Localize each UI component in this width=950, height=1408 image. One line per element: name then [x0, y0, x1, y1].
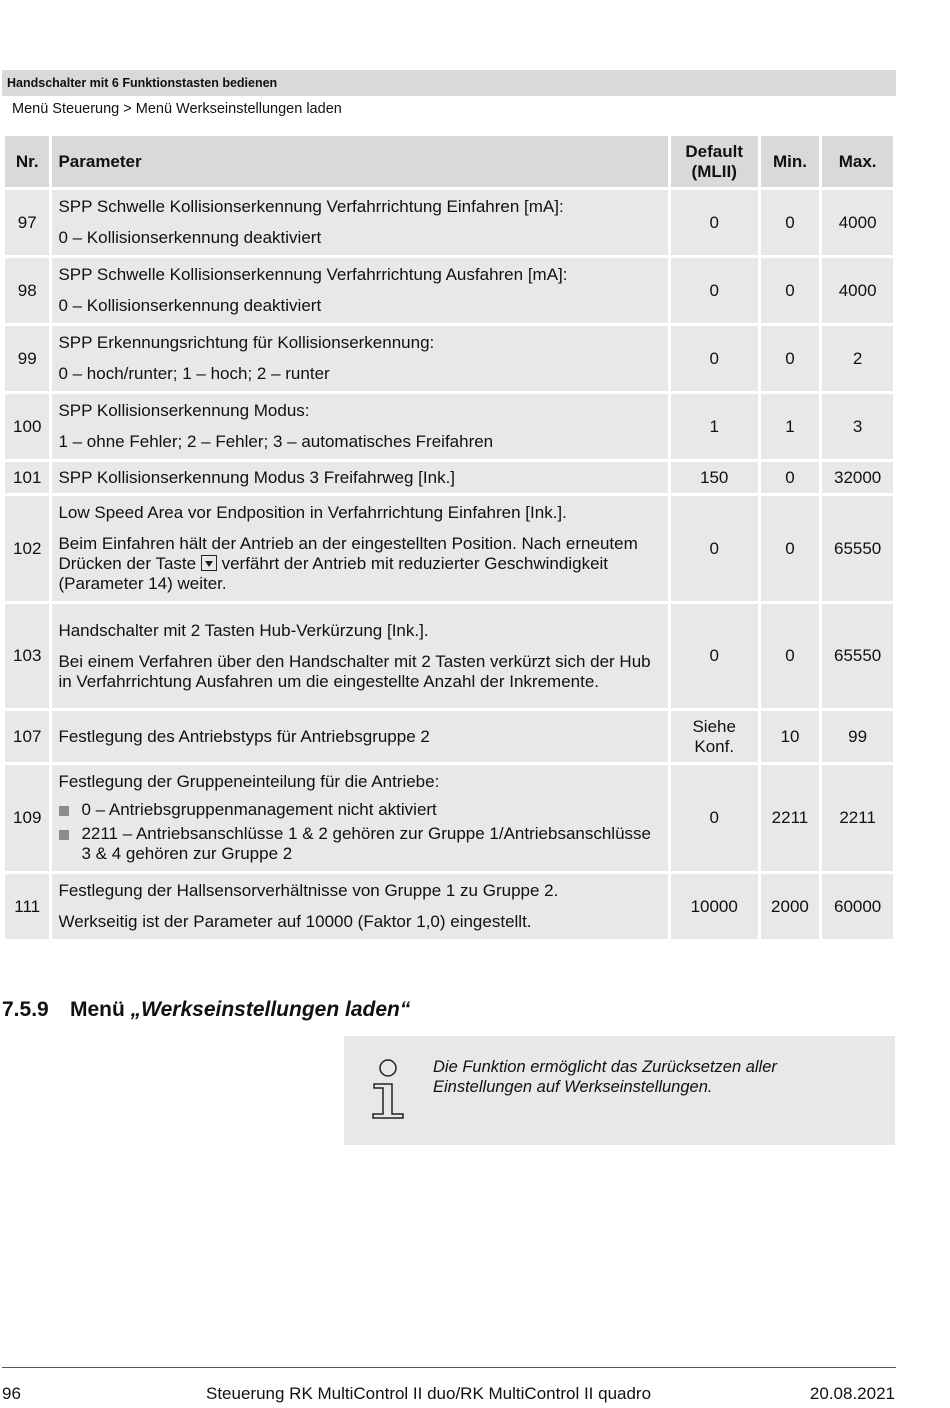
page-number: 96 [2, 1384, 21, 1403]
row-default: 10000 [671, 874, 758, 939]
row-nr: 107 [5, 711, 49, 762]
row-min: 1 [761, 394, 820, 459]
row-max: 65550 [822, 604, 893, 708]
section-heading [2, 998, 410, 1022]
row-default: 0 [671, 765, 758, 871]
row-default: 1 [671, 394, 758, 459]
row-parameter: SPP Erkennungsrichtung für Kollisionserkennung: 0 – hoch/runter; 1 – hoch; 2 – runter [52, 326, 667, 391]
header-bar: Handschalter mit 6 Funktionstasten bedienen [2, 70, 896, 96]
table-row [5, 604, 893, 708]
row-default: 150 [671, 462, 758, 493]
table-header-row [5, 136, 893, 187]
info-note [344, 1036, 895, 1145]
table-row [5, 874, 893, 939]
row-nr: 100 [5, 394, 49, 459]
row-parameter: Festlegung des Antriebstyps für Antriebsgruppe 2 [52, 711, 667, 762]
table-row [5, 496, 893, 601]
table-row [5, 711, 893, 762]
table-row [5, 258, 893, 323]
row-max: 2 [822, 326, 893, 391]
row-nr: 97 [5, 190, 49, 255]
row-default: 0 [671, 496, 758, 601]
info-icon [370, 1058, 406, 1125]
row-nr: 101 [5, 462, 49, 493]
row-min: 10 [761, 711, 820, 762]
breadcrumb: Menü Steuerung > Menü Werkseinstellungen laden [12, 101, 342, 117]
row-default: 0 [671, 326, 758, 391]
row-max: 2211 [822, 765, 893, 871]
table-row [5, 394, 893, 459]
row-max: 99 [822, 711, 893, 762]
row-min: 0 [761, 326, 820, 391]
row-max: 65550 [822, 496, 893, 601]
row-max: 4000 [822, 190, 893, 255]
row-parameter: Festlegung der Hallsensorverhältnisse von Gruppe 1 zu Gruppe 2. Werkseitig ist der Parameter auf 10000 (Faktor 1,0) eingestellt. [52, 874, 667, 939]
row-min: 0 [761, 462, 820, 493]
row-parameter: SPP Kollisionserkennung Modus: 1 – ohne Fehler; 2 – Fehler; 3 – automatisches Freifahren [52, 394, 667, 459]
col-header-parameter: Parameter [52, 136, 667, 187]
key-down-icon [201, 555, 217, 571]
row-nr: 102 [5, 496, 49, 601]
document-date: 20.08.2021 [809, 1384, 895, 1403]
row-min: 2000 [761, 874, 820, 939]
section-title-italic: „Werkseinstellungen laden“ [130, 998, 411, 1021]
group-option-list [58, 800, 661, 864]
parameter-table [2, 133, 896, 942]
list-item: 0 – Antriebsgruppenmanagement nicht aktiviert [58, 800, 661, 820]
section-number: 7.5.9 [2, 998, 49, 1021]
row-parameter: Handschalter mit 2 Tasten Hub-Verkürzung [Ink.]. Bei einem Verfahren über den Handschalter mit 2 Tasten verkürzt sich der Hub in Verfahrrichtung Ausfahren um die eingestellte Anzahl der Inkremente. [52, 604, 667, 708]
row-nr: 99 [5, 326, 49, 391]
section-title-plain: Menü [70, 998, 125, 1021]
row-max: 60000 [822, 874, 893, 939]
row-nr: 98 [5, 258, 49, 323]
row-max: 4000 [822, 258, 893, 323]
row-max: 32000 [822, 462, 893, 493]
col-header-default: Default (MLII) [671, 136, 758, 187]
row-parameter: SPP Kollisionserkennung Modus 3 Freifahrweg [Ink.] [52, 462, 667, 493]
row-max: 3 [822, 394, 893, 459]
row-nr: 111 [5, 874, 49, 939]
row-min: 0 [761, 190, 820, 255]
row-min: 2211 [761, 765, 820, 871]
list-item: 2211 – Antriebsanschlüsse 1 & 2 gehören zur Gruppe 1/Antriebsanschlüsse 3 & 4 gehören zur Gruppe 2 [58, 824, 661, 864]
row-default: Siehe Konf. [671, 711, 758, 762]
row-parameter: Festlegung der Gruppeneinteilung für die Antriebe: 0 – Antriebsgruppenmanagement nicht aktiviert 2211 – Antriebsanschlüsse 1 & 2 gehören zur Gruppe 1/Antriebsanschlüsse 3 & 4 gehören zur Gruppe 2 [52, 765, 667, 871]
row-default: 0 [671, 190, 758, 255]
row-min: 0 [761, 496, 820, 601]
footer-rule [2, 1367, 896, 1368]
document-title: Steuerung RK MultiControl II duo/RK MultiControl II quadro [206, 1384, 652, 1403]
table-row [5, 326, 893, 391]
table-row [5, 462, 893, 493]
row-min: 0 [761, 604, 820, 708]
row-parameter: SPP Schwelle Kollisionserkennung Verfahrrichtung Einfahren [mA]: 0 – Kollisionserkennung deaktiviert [52, 190, 667, 255]
row-nr: 109 [5, 765, 49, 871]
row-default: 0 [671, 258, 758, 323]
row-parameter: Low Speed Area vor Endposition in Verfahrrichtung Einfahren [Ink.]. Beim Einfahren hält der Antrieb an der eingestellten Position. Nach erneutem Drücken der Taste verfährt der Antrieb mit reduzierter Geschwindigkeit (Parameter 14) weiter. [52, 496, 667, 601]
table-row [5, 190, 893, 255]
row-min: 0 [761, 258, 820, 323]
table-row [5, 765, 893, 871]
row-nr: 103 [5, 604, 49, 708]
col-header-nr: Nr. [5, 136, 49, 187]
note-text: Die Funktion ermöglicht das Zurücksetzen aller Einstellungen auf Werkseinstellungen. [433, 1058, 777, 1096]
row-default: 0 [671, 604, 758, 708]
col-header-min: Min. [761, 136, 820, 187]
col-header-max: Max. [822, 136, 893, 187]
row-parameter: SPP Schwelle Kollisionserkennung Verfahrrichtung Ausfahren [mA]: 0 – Kollisionserkennung deaktiviert [52, 258, 667, 323]
